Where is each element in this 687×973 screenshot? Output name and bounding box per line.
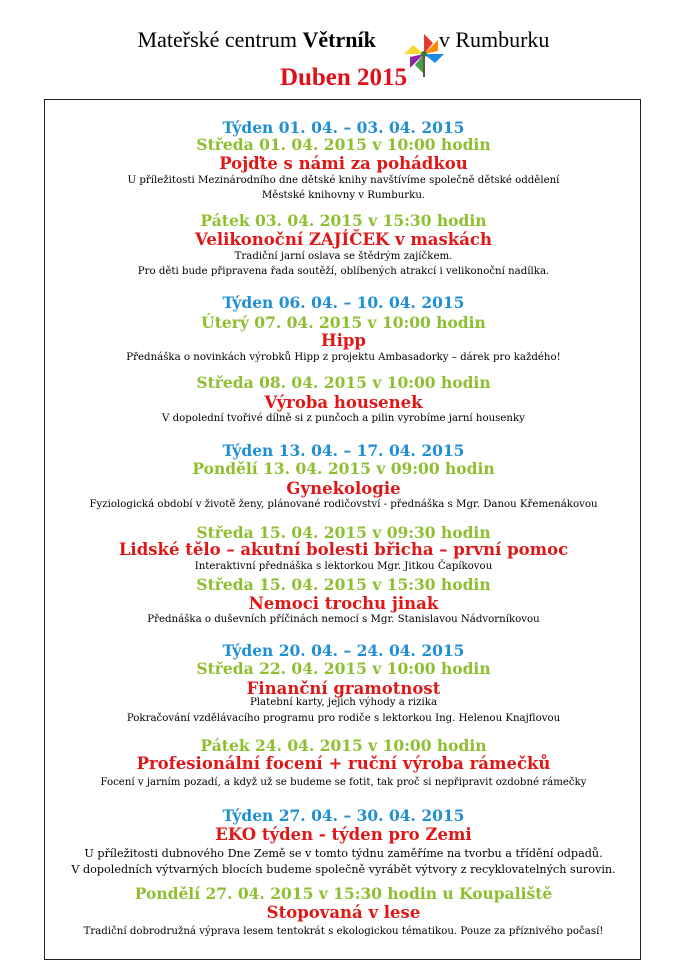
- event-description: U příležitosti Mezinárodního dne dětské knihy navštívíme společně dětské oddělení: [127, 175, 560, 186]
- event-description: Pokračování vzdělávacího programu pro rodiče s lektorkou Ing. Helenou Knajflovou: [126, 713, 561, 724]
- event-date: Středa 15. 04. 2015 v 09:30 hodin: [196, 523, 491, 542]
- event-title: Stopovaná v lese: [266, 903, 421, 922]
- event-title: Nemoci trochu jinak: [248, 594, 439, 613]
- event-title: Gynekologie: [286, 479, 401, 498]
- event-description: Platební karty, jejich výhody a rizika: [249, 697, 438, 708]
- page-title: [0, 27, 687, 53]
- event-description: Tradiční jarní oslava se štědrým zajíčkem.: [234, 251, 453, 262]
- week-heading: Týden 27. 04. – 30. 04. 2015: [222, 806, 465, 825]
- event-date: Pondělí 27. 04. 2015 v 15:30 hodin u Koupaliště: [134, 884, 553, 903]
- event-title: Pojďte s námi za pohádkou: [219, 154, 468, 173]
- event-title: Profesionální focení + ruční výroba rámečků: [136, 754, 551, 773]
- week-heading: Týden 06. 04. – 10. 04. 2015: [222, 293, 465, 312]
- week-heading: Týden 20. 04. – 24. 04. 2015: [222, 641, 465, 660]
- event-description: Městské knihovny v Rumburku.: [261, 190, 426, 201]
- event-description: Fyziologická období v životě ženy, plánované rodičovství - přednáška s Mgr. Danou Křemenákovou: [89, 499, 598, 510]
- event-description: Přednáška o novinkách výrobků Hipp z projektu Ambasadorky – dárek pro každého!: [126, 352, 561, 363]
- event-title: Výroba housenek: [264, 393, 423, 412]
- event-title: Hipp: [321, 331, 366, 350]
- event-description: Tradiční dobrodružná výprava lesem tentokrát s ekologickou tématikou. Pouze za příznivého počasí!: [83, 926, 604, 937]
- event-date: Pátek 24. 04. 2015 v 10:00 hodin: [200, 736, 487, 755]
- event-date: Středa 22. 04. 2015 v 10:00 hodin: [196, 659, 491, 678]
- event-title: Finanční gramotnost: [246, 679, 441, 698]
- event-date: Úterý 07. 04. 2015 v 10:00 hodin: [201, 313, 486, 332]
- event-date: Pátek 03. 04. 2015 v 15:30 hodin: [200, 211, 487, 230]
- week-heading: Týden 01. 04. – 03. 04. 2015: [222, 118, 465, 137]
- event-description: V dopoledních výtvarných blocích budeme společně vyrábět výtvory z recyklovatelných surovin.: [71, 863, 616, 876]
- title-right: v Rumburku: [438, 27, 550, 52]
- event-title: Lidské tělo – akutní bolesti břicha – první pomoc: [118, 540, 569, 559]
- event-description: Pro děti bude připravena řada soutěží, oblíbených atrakcí i velikonoční nadílka.: [137, 266, 550, 277]
- event-date: Středa 08. 04. 2015 v 10:00 hodin: [196, 373, 491, 392]
- title-left: Mateřské centrum: [137, 27, 297, 52]
- event-description: Interaktivní přednáška s lektorkou Mgr. Jitkou Čapíkovou: [194, 561, 493, 572]
- event-date: Středa 01. 04. 2015 v 10:00 hodin: [196, 135, 491, 154]
- event-description: V dopolední tvořivé dílně si z punčoch a pilin vyrobíme jarní housenky: [162, 413, 525, 424]
- event-description: U příležitosti dubnového Dne Země se v tomto týdnu zaměříme na tvorbu a třídění odpadů.: [84, 847, 603, 860]
- page-header: [0, 0, 687, 100]
- month-heading: Duben 2015: [279, 64, 408, 91]
- week-heading: Týden 13. 04. – 17. 04. 2015: [222, 441, 465, 460]
- event-title: Velikonoční ZAJÍČEK v maskách: [195, 230, 492, 249]
- title-name: Větrník: [302, 27, 376, 52]
- program-box: [44, 99, 641, 960]
- event-description: Přednáška o duševních příčinách nemocí s Mgr. Stanislavou Nádvorníkovou: [147, 614, 540, 625]
- event-date: Pondělí 13. 04. 2015 v 09:00 hodin: [192, 459, 495, 478]
- event-date: Středa 15. 04. 2015 v 15:30 hodin: [196, 575, 491, 594]
- event-description: Focení v jarním pozadí, a když už se budeme se fotit, tak proč si nepřipravit ozdobné rámečky: [100, 777, 587, 788]
- event-title: EKO týden - týden pro Zemi: [215, 825, 472, 844]
